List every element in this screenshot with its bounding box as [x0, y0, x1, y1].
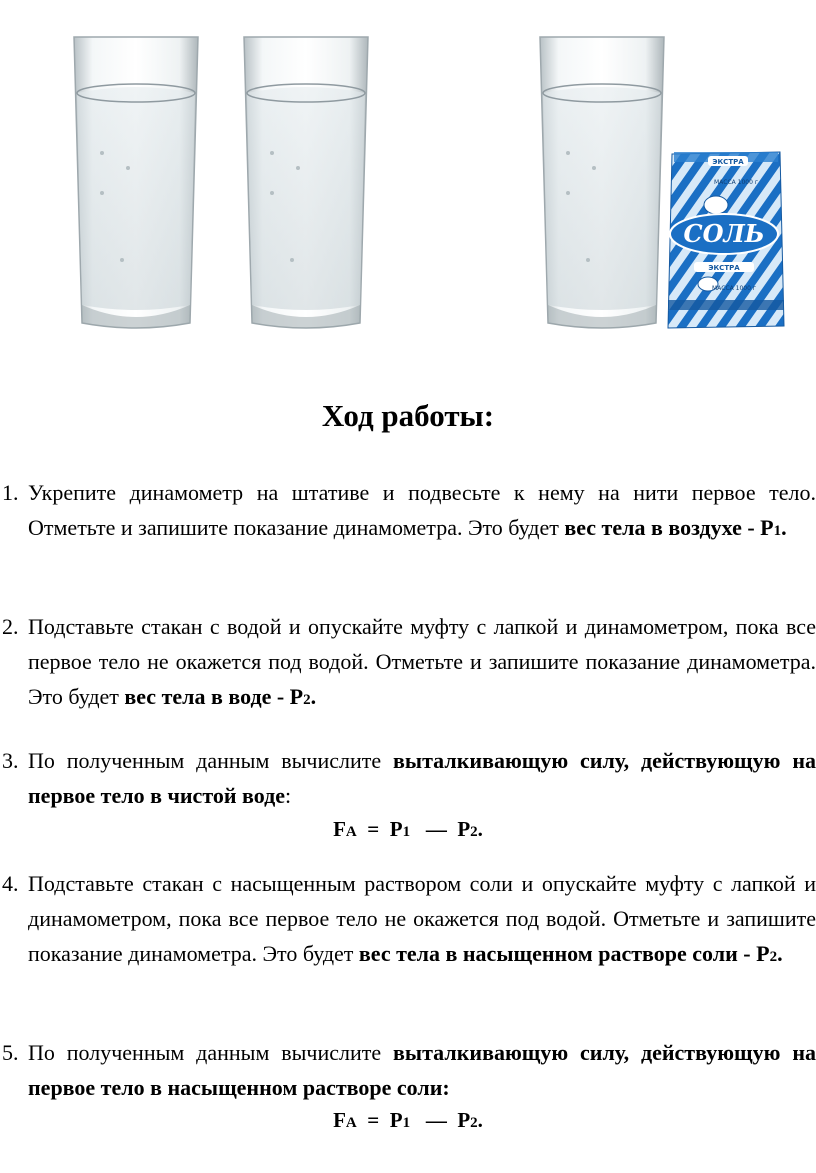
formula-water — [0, 817, 816, 842]
step-text — [28, 1035, 816, 1105]
formula-f-sub: A — [345, 1115, 357, 1131]
step-bold-text: вес тела в воздухе - Р — [564, 515, 774, 540]
formula-minus: — — [425, 1108, 447, 1132]
formula-p1: Р — [389, 1108, 403, 1132]
step-subscript: 2 — [303, 692, 311, 708]
formula-f: F — [333, 1108, 346, 1132]
step-number: 5. — [2, 1040, 19, 1065]
step-text — [28, 866, 816, 975]
formula-p1: Р — [389, 817, 403, 841]
step-tail: . — [310, 684, 317, 709]
formula-p1-sub: 1 — [402, 1115, 411, 1131]
water-glass-3 — [538, 33, 666, 335]
water-glass-1 — [72, 33, 200, 335]
step-number: 2. — [2, 614, 19, 639]
formula-salt — [0, 1108, 816, 1133]
formula-p2: Р — [457, 1108, 471, 1132]
salt-brand-top: ЭКСТРА — [712, 158, 744, 166]
step-text — [28, 609, 816, 718]
step-bold-text: выталкивающую силу, действующую на первое тело в насыщенном растворе соли: — [28, 1040, 816, 1100]
formula-eq: = — [367, 1108, 380, 1132]
salt-package — [664, 150, 786, 330]
formula-f-sub: A — [345, 824, 357, 840]
step-tail: . — [781, 515, 787, 540]
formula-end: . — [477, 1108, 483, 1132]
page-title: Ход работы: — [321, 398, 495, 433]
step-tail: : — [285, 783, 292, 808]
step-number: 1. — [2, 480, 19, 505]
salt-name: СОЛЬ — [683, 219, 765, 248]
step-subscript: 2 — [769, 949, 778, 965]
step-plain-text: По полученным данным вычислите — [28, 1040, 394, 1065]
step-plain-text: Подставьте стакан с насыщенным раствором соли и опускайте муфту с лапкой и динамометром, пока все первое тело не окажется под водой. Отметьте и запишите показание динамометра. Это будет — [28, 871, 816, 966]
step-number: 4. — [2, 871, 19, 896]
formula-f: F — [333, 817, 346, 841]
salt-weight-bottom: МАССА 1000 г — [711, 285, 757, 292]
salt-brand-bottom: ЭКСТРА — [708, 264, 740, 272]
step-text — [28, 475, 816, 549]
step-number: 3. — [2, 748, 19, 773]
step-plain-text: Подставьте стакан с водой и опускайте муфту с лапкой и динамометром, пока все первое тело не окажется под водой. Отметьте и запишите показание динамометра. Это будет — [28, 614, 816, 709]
salt-weight-top: МАССА 1000 г — [713, 179, 759, 186]
step-bold-text: вес тела в воде - Р — [124, 684, 304, 709]
step-text — [28, 743, 816, 813]
step-plain-text: Укрепите динамометр на штативе и подвесьте к нему на нити первое тело. Отметьте и запишите показание динамометра. Это будет — [28, 480, 816, 540]
step-bold-text: выталкивающую силу, действующую на первое тело в чистой воде — [28, 748, 816, 808]
formula-p2-sub: 2 — [470, 1115, 478, 1131]
formula-p1-sub: 1 — [402, 824, 411, 840]
step-bold-text: вес тела в насыщенном растворе соли - Р — [358, 941, 770, 966]
formula-p2: Р — [457, 817, 471, 841]
formula-p2-sub: 2 — [470, 824, 478, 840]
water-glass-2 — [242, 33, 370, 335]
step-tail: . — [777, 941, 783, 966]
formula-minus: — — [425, 817, 447, 841]
formula-eq: = — [367, 817, 380, 841]
step-subscript: 1 — [773, 523, 782, 539]
formula-end: . — [477, 817, 483, 841]
step-plain-text: По полученным данным вычислите — [28, 748, 394, 773]
